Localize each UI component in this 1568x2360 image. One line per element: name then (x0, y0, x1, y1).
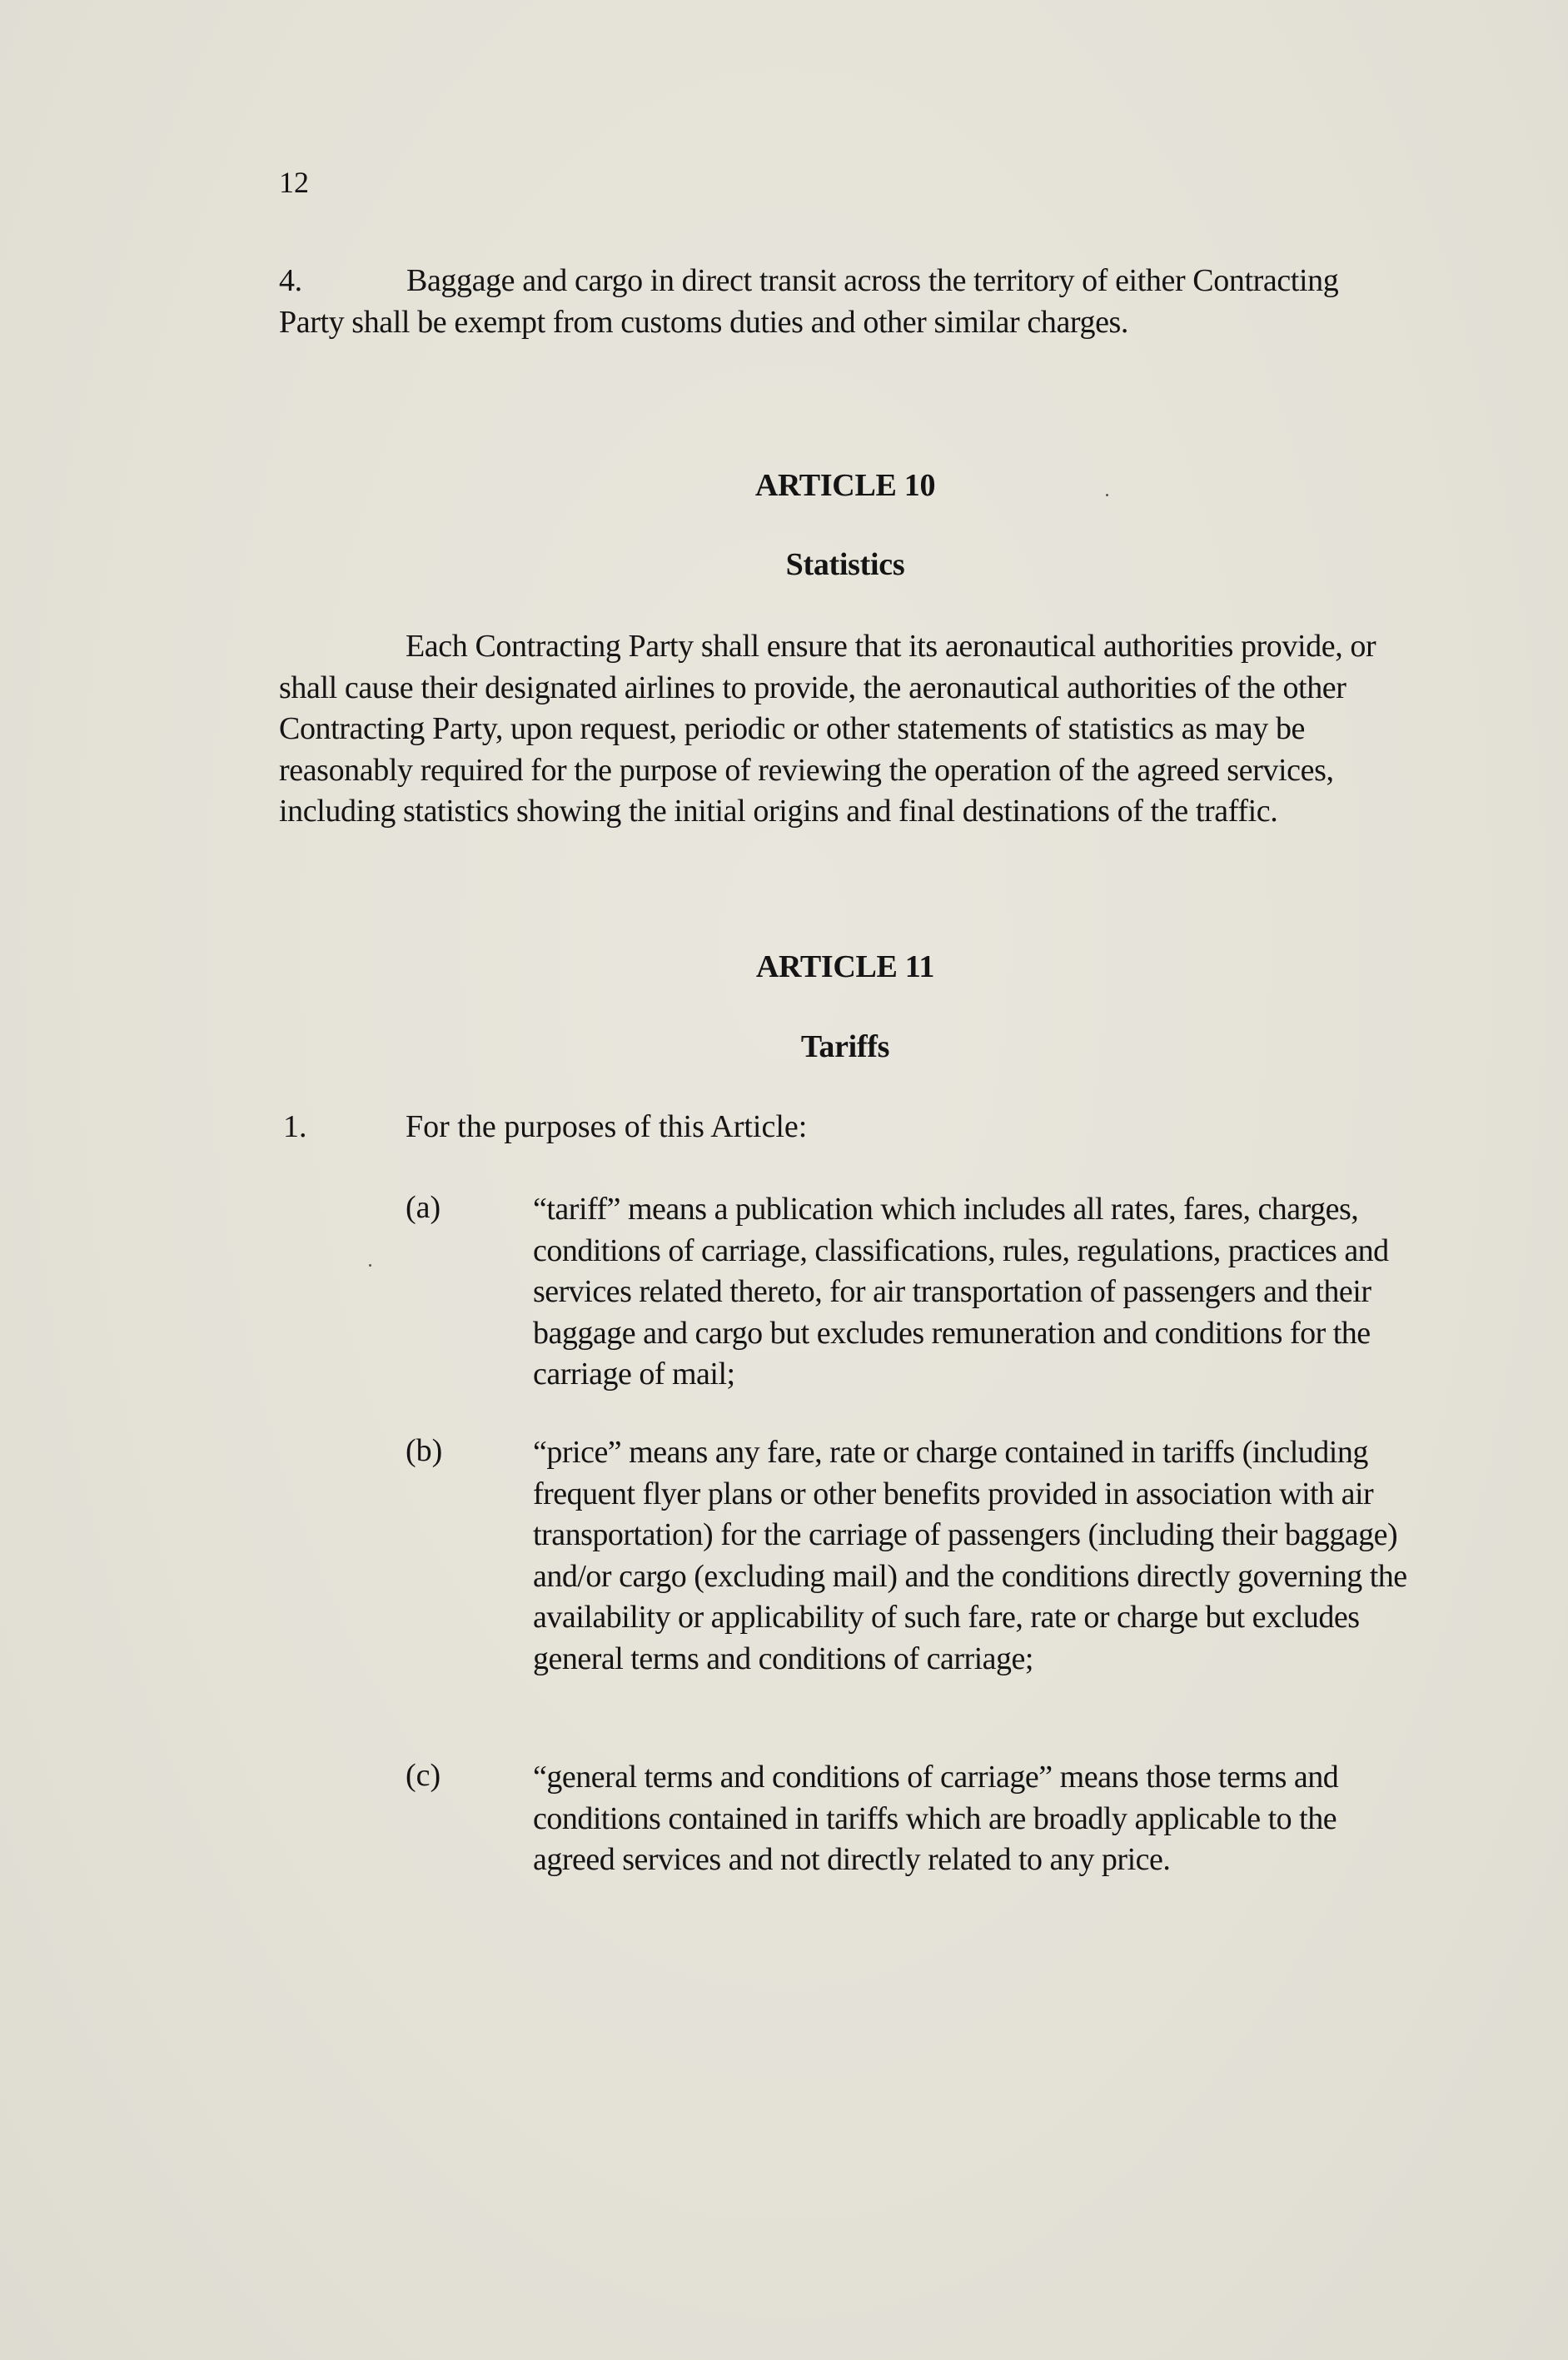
article-10-subheading: Statistics (785, 547, 905, 582)
item-a-text: “tariff” means a publication which includes all rates, fares, charges, conditions of carriage, classifications, rules, regulations, practices and services related thereto, for air transportation of passengers and their baggage and cargo but excludes remuneration and conditions for the carriage of mail; (533, 1192, 1389, 1392)
item-a-label: (a) (406, 1190, 441, 1225)
item-b-text: “price” means any fare, rate or charge contained in tariffs (including frequent flyer plans or other benefits provided in association with air transportation) for the carriage of passengers (including their baggage) and/or cargo (excluding mail) and the conditions directly governing the availability or applicability of such fare, rate or charge but excludes general terms and conditions of carriage; (533, 1435, 1407, 1676)
article-10-body-text: Each Contracting Party shall ensure that its aeronautical authorities provide, or shall cause their designated airlines to provide, the aeronautical authorities of the other Contracting Party, upon request, periodic or other statements of statistics as may be reasonably required for the purpose of reviewing the operation of the agreed services, including statistics showing the initial origins and final destinations of the traffic. (279, 629, 1376, 829)
scan-speck (369, 1264, 371, 1267)
paragraph-4-text: Baggage and cargo in direct transit across the territory of either Contracting Party shall be exempt from customs duties and other similar charges. (279, 263, 1339, 340)
item-c-text: “general terms and conditions of carriage” means those terms and conditions contained in tariffs which are broadly applicable to the agreed services and not directly related to any price. (533, 1760, 1339, 1877)
article-11-para-1-text: For the purposes of this Article: (406, 1109, 808, 1144)
paragraph-4-number: 4. (279, 263, 302, 298)
paragraph-4 (279, 261, 1395, 343)
article-10-body (279, 626, 1399, 833)
item-b-label: (b) (406, 1433, 443, 1468)
article-10-heading: ARTICLE 10 (754, 468, 936, 503)
scan-speck (1106, 494, 1108, 496)
article-11-heading: ARTICLE 11 (755, 949, 935, 984)
article-11-para-1-number: 1. (283, 1109, 307, 1144)
page-number: 12 (279, 166, 309, 199)
article-11-subheading: Tariffs (800, 1029, 890, 1064)
item-c-label: (c) (406, 1758, 441, 1793)
